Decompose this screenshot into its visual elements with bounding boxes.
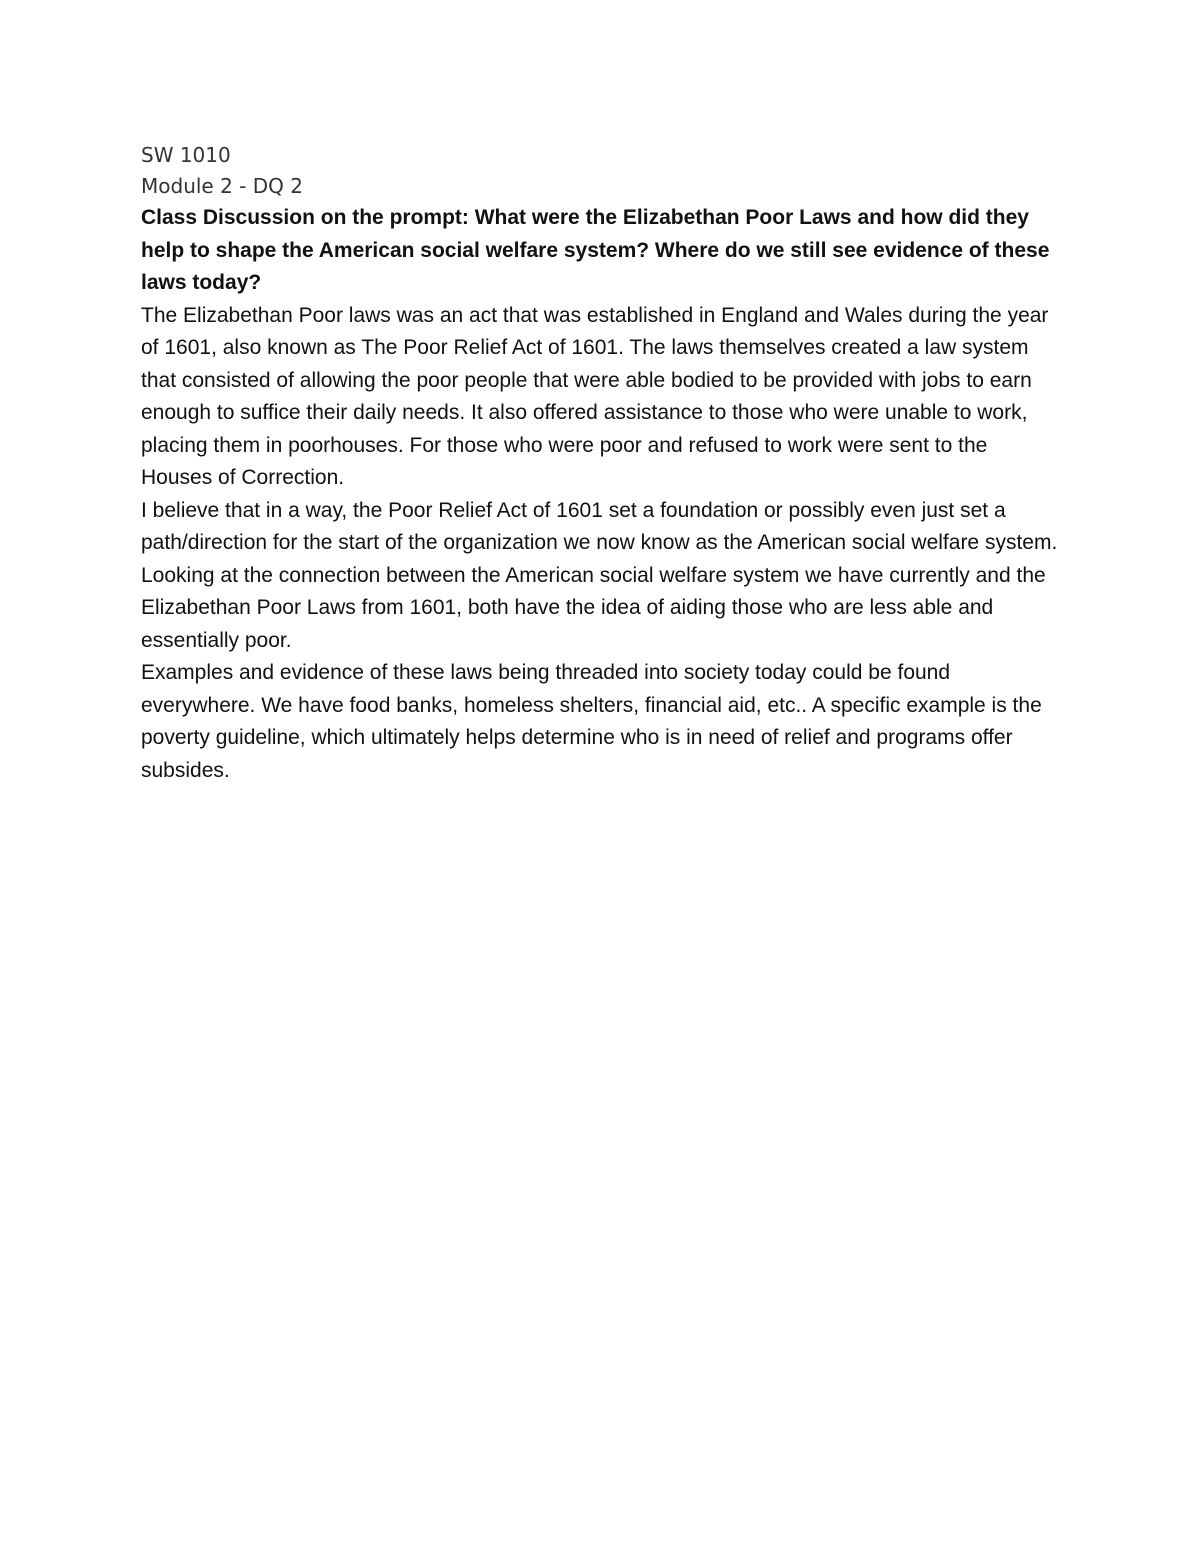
course-code: SW 1010 <box>141 143 231 167</box>
paragraph-foundation-opinion: I believe that in a way, the Poor Relief Act of 1601 set a foundation or possibly even just set a path/direction for the start of the organization we now know as the American social welfare system. Looking at the connection between the American social welfare system we have currently and the Elizabethan Poor Laws from 1601, both have the idea of aiding those who are less able and essentially poor. <box>141 498 1058 652</box>
paragraph-modern-examples: Examples and evidence of these laws being threaded into society today could be found everywhere. We have food banks, homeless shelters, financial aid, etc.. A specific example is the poverty guideline, which ultimately helps determine who is in need of relief and programs offer subsides. <box>141 661 1042 782</box>
document-body <box>141 140 1061 787</box>
discussion-prompt: Class Discussion on the prompt: What were the Elizabethan Poor Laws and how did they help to shape the American social welfare system? Where do we still see evidence of these laws today? <box>141 206 1050 294</box>
module-label: Module 2 - DQ 2 <box>141 174 303 198</box>
paragraph-poor-laws-overview: The Elizabethan Poor laws was an act that was established in England and Wales during the year of 1601, also known as The Poor Relief Act of 1601. The laws themselves created a law system that consisted of allowing the poor people that were able bodied to be provided with jobs to earn enough to suffice their daily needs. It also offered assistance to those who were unable to work, placing them in poorhouses. For those who were poor and refused to work were sent to the Houses of Correction. <box>141 303 1049 489</box>
